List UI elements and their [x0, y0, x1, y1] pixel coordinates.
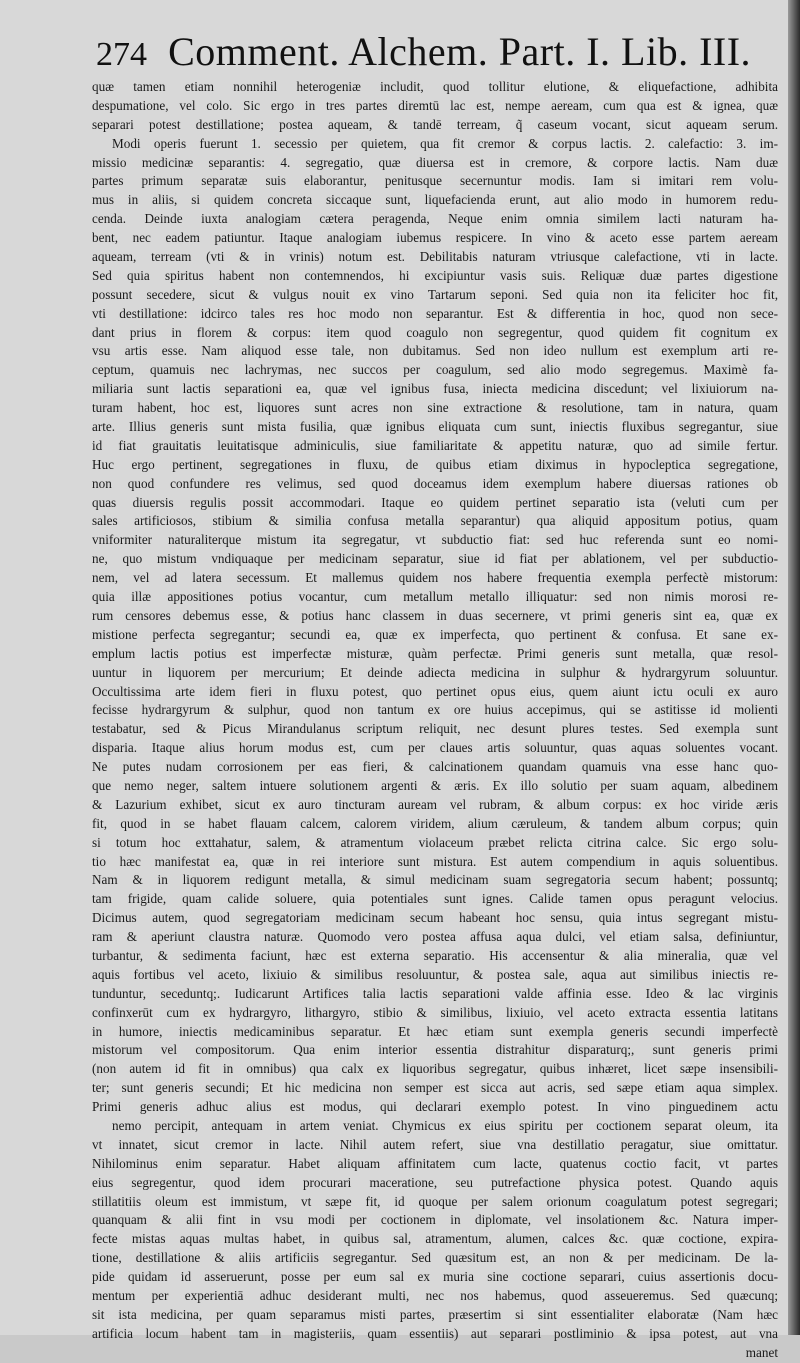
text-line: tione, destillatione & aliis artificiis segregantur. Sed quæsitum est, an non & per medicinam. De la- — [92, 1250, 778, 1266]
text-line: id fiat grauitatis leuitatisque adminiculis, siue familiaritate & appetitu naturæ, quo ad simile fertur. — [92, 437, 778, 453]
text-line: mistorum vel compositorum. Qua enim interior essentia distrahitur disparaturq;, sunt generis primi — [92, 1042, 778, 1058]
text-line: disparia. Itaque alius horum modus est, cum per claues artis soluuntur, quas aquas soluentes vocant. — [92, 740, 778, 756]
running-title: Comment. Alchem. Part. I. Lib. III. — [168, 29, 752, 74]
text-line: Primi generis adhuc alius est modus, qui declarari exemplo potest. In vino pinguedinem actu — [92, 1099, 778, 1115]
page-number: 274 — [96, 36, 147, 73]
text-line: vniformiter naturaliterque mistum ita segregatur, vt subductio fiat: sed huc referenda sunt eo nomi- — [92, 532, 778, 548]
text-line: vt innatet, sicut cremor in lacte. Nihil autem refert, siue vna destillatio peragatur, siue omittatur. — [92, 1136, 778, 1152]
text-line: sit ista medicina, per quam separamus misti partes, præsertim si sint essentialiter elaboratæ (Nam hæc — [92, 1306, 778, 1322]
text-line: separari potest destillatione; postea aqueam, & tandē terream, q̃ caseum vocant, sicut aqueam serum. — [92, 116, 778, 132]
text-line: artificia locum habent tam in magisteriis, quam essentiis) aut separari postliminio & ipsa potest, aut vna — [92, 1325, 778, 1341]
text-line: rum censores debemus esse, & potius hanc classem in duas secernere, vt primi generis sint ea, quæ ex — [92, 607, 778, 623]
text-line: turam habent, hoc est, liquores sunt acres non sine extractione & resolutione, tam in natura, quam — [92, 400, 778, 416]
text-line: missio medicinæ separantis: 4. segregatio, quæ diuersa est in cremore, & corpore lactis. Nam duæ — [92, 154, 778, 170]
text-line: Sed quia spiritus habent non contemnendos, hi excipiuntur vasis suis. Reliquæ duæ partes digestione — [92, 267, 778, 283]
text-line: Ne putes nudam corrosionem per eas fieri, & calcinationem quandam quamuis vna esse hanc quo- — [92, 759, 778, 775]
text-line: arte. Illius generis sunt mista fusilia, quæ ignibus eliquata cum sunt, iniectis fluxibus segregantur, siue — [92, 419, 778, 435]
text-line: nemo percipit, antequam in artem veniat. Chymicus ex eius spiritu per coctionem separat oleum, ita — [112, 1117, 778, 1133]
text-line: confinxerūt cum ex hydrargyro, lithargyro, stibio & similibus, lixiuio, vel aceto extracta essentia latitans — [92, 1004, 778, 1020]
text-line: fit, quod in se habet flauam calcem, calorem viridem, alium cæruleum, & tandem album corpus; quin — [92, 815, 778, 831]
text-line: aqueam, terream (vti & in vrinis) notum est. Debilitabis naturam vtriusque calefactione, vti in lacte. — [92, 249, 778, 265]
text-line: quanquam & alii fint in vsu modi per coctionem in diplomate, vel insolationem &c. Natura imper- — [92, 1212, 778, 1228]
text-line: Modi operis fuerunt 1. secessio per quietem, qua fit cremor & corpus lactis. 2. calefactio: 3. im- — [112, 135, 778, 151]
text-line: Dicimus autem, quod segregatoriam medicinam secum habeant hoc sensu, quia intus segregant mistu- — [92, 910, 778, 926]
text-line: & Lazurium exhibet, sicut ex auro tincturam auream vel rubram, & album corpus: ex hoc viride æris — [92, 796, 778, 812]
text-line: si totum hoc exttahatur, salem, & atramentum violaceum præbet relicta citrina calce. Sic ergo solu- — [92, 834, 778, 850]
text-line: quas diuersis regulis possit accommodari. Itaque eo quidem pertinet separatio ista (veluti cum per — [92, 494, 778, 510]
text-line: fecisse hydrargyrum & sulphur, quod non tantum ex ore huius accepimus, qui se astitisse id molienti — [92, 702, 778, 718]
text-line: partes primum separatæ suis elaborantur, penitusque secernuntur modis. Iam si imitari rem volu- — [92, 173, 778, 189]
text-line: mus in aliis, si quidem concreta siccaque sunt, liquefacienda erunt, aut alio modo in humorem redu- — [92, 192, 778, 208]
text-line: ter; sunt generis secundi; Et hic medicina non semper est sicca aut acris, sed sæpe etiam aqua simplex. — [92, 1080, 778, 1096]
text-line: sales artificiosos, stibium & similia confusa metalla separantur) qua aliquid appositum potius, quam — [92, 513, 778, 529]
text-line: Huc ergo pertinent, segregationes in fluxu, de quibus etiam diximus in hypocleptica segregatione, — [92, 456, 778, 472]
text-line: ne, quo mistum vndiquaque per medicinam separatur, siue id fiat per ablationem, vel per subductio- — [92, 551, 778, 567]
text-line: tunduntur, seceduntq;. Iudicarunt Artifices talia lactis separationi valde affinia esse. Ideo & lac virginis — [92, 985, 778, 1001]
text-line: ram & aperiunt claustra naturæ. Quomodo vero postea affusa aqua dulci, vel etiam salsa, definiuntur, — [92, 929, 778, 945]
text-line: mentum per experientiā adhuc desiderant multi, nec nos habemus, quod asseueremus. Sed quæcunq; — [92, 1288, 778, 1303]
text-line: eius segregentur, quod idem procurari maceratione, seu putrefactione physica potest. Quando aquis — [92, 1174, 778, 1190]
text-line: quia illæ appositiones potius vocantur, cum metallum metallo illiquatur: sed non nimis morosi re- — [92, 589, 778, 605]
text-line: testabatur, sed & Picus Mirandulanus scriptum reliquit, nec desunt plures testes. Sed exempla sunt — [92, 721, 778, 737]
text-line: miliaria sunt lactis separationi ea, quæ vel ignibus fusa, iniecta medicina discedunt; vel lixiuiorum na- — [92, 381, 778, 397]
text-line: in humore, iniectis medicaminibus separatur. Et hæc etiam sunt exempla generis secundi imperfectè — [92, 1023, 778, 1039]
text-line: nem, vel ad latera secessum. Et mallemus quidem nos habere frequentia exempla perfectè mistorum: — [92, 570, 778, 586]
text-line: fecte mistas aquas multas habet, in quibus sal, atramentum, alumen, calces &c. quæ coctione, expira- — [92, 1231, 778, 1247]
page-header — [96, 28, 786, 72]
text-line: pide quidam id asseruerunt, posse per eum sal ex muria sine coctione separari, cuius assertionis docu- — [92, 1269, 778, 1285]
body-text — [92, 78, 778, 1360]
text-line: quæ tamen etiam nonnihil heterogeniæ includit, quod tollitur elutione, & eliquefactione, adhibita — [92, 79, 778, 94]
text-line: manet — [745, 1344, 778, 1360]
text-line: vsu artis esse. Nam aliquod esse tale, non dubitamus. Sed non ideo nullum est exemplum arti re- — [92, 343, 778, 359]
text-line: vti destillatione: idcirco tales res hoc modo non separantur. Est & differentia in hoc, quod non sece- — [92, 305, 778, 321]
text-line: Nihilominus enim separatur. Habet aliquam affinitatem cum lacte, quatenus coctio facit, vt partes — [92, 1155, 778, 1171]
text-line: (non autem id fit in omnibus) qua calx ex liquoribus segregatur, quibus inhæret, licet sæpe insensibili- — [92, 1061, 778, 1077]
text-line: dant prius in florem & corpus: item quod coagulo non segregentur, quod quidem fit cognitum ex — [92, 324, 778, 340]
text-line: bent, nec eadem patiuntur. Itaque analogiam iubemus respicere. In vino & aceto esse partem aeream — [92, 230, 778, 246]
text-line: aquis fortibus vel aceto, lixiuio & similibus resoluuntur, & postea sale, aqua aut similibus iniectis re- — [92, 966, 778, 982]
text-line: tam frigide, quam calide soluere, quia potentiales sunt ignes. Calide tamen opus peragunt velocius. — [92, 891, 778, 907]
text-line: que nemo neger, saltem intuere solutionem argenti & æris. Ex illo solutio per suam aquam, albedinem — [92, 777, 778, 793]
text-line: tio hæc manifestat ea, quæ in rei interiore sunt mistura. Est autem compendium in aquis soluentibus. — [92, 853, 778, 869]
text-line: possunt secedere, sicut & vulgus nouit ex vino Tartarum seponi. Sed quia non ita feliciter hoc fit, — [92, 286, 778, 302]
text-line: mistione perfecta segregantur; secundi ea, quæ ex imperfecta, quo pertinent & confusa. Et sane ex- — [92, 626, 778, 642]
book-spine-shadow — [788, 0, 800, 1335]
text-line: turbantur, & sedimenta faciunt, hæc est externa separatio. His accensentur & alia mineralia, quæ vel — [92, 947, 778, 963]
text-line: emplum lactis potius est imperfectæ misturæ, quàm perfectæ. Primi generis sunt metalla, quæ resol- — [92, 645, 778, 661]
text-line: uuntur in liquorem per mercurium; Et deinde adiecta medicina in sulphur & hydrargyrum soluuntur. — [92, 664, 778, 680]
text-line: cenda. Deinde iuxta analogiam cætera peragenda, Neque enim omnia similem lacti naturam ha- — [92, 211, 778, 227]
text-line: ceptum, quamuis nec lachrymas, nec succos per coagulum, sed alio modo segregemus. Maximè fa- — [92, 362, 778, 378]
text-line: despumatione, vel colo. Sic ergo in tres partes diremtū lac est, nempe aeream, cum qua est & ignea, quæ — [92, 97, 778, 113]
text-line: Nam & in liquorem redigunt metalla, & simul medicinam suam segregatoria secum habent; possuntq; — [92, 872, 778, 888]
text-line: stillatitiis oleum est immistum, vt sæpe fit, id quoque per salem orionum coagulatum potest segregari; — [92, 1193, 778, 1209]
text-line: Occultissima arte idem fieri in fluxu potest, quo pertinet opus eius, quem aiunt ictu oculi ex auro — [92, 683, 778, 699]
text-line: non quod confundere res velimus, sed quod doceamus idem exemplum habere diuersas rationes ob — [92, 475, 778, 491]
